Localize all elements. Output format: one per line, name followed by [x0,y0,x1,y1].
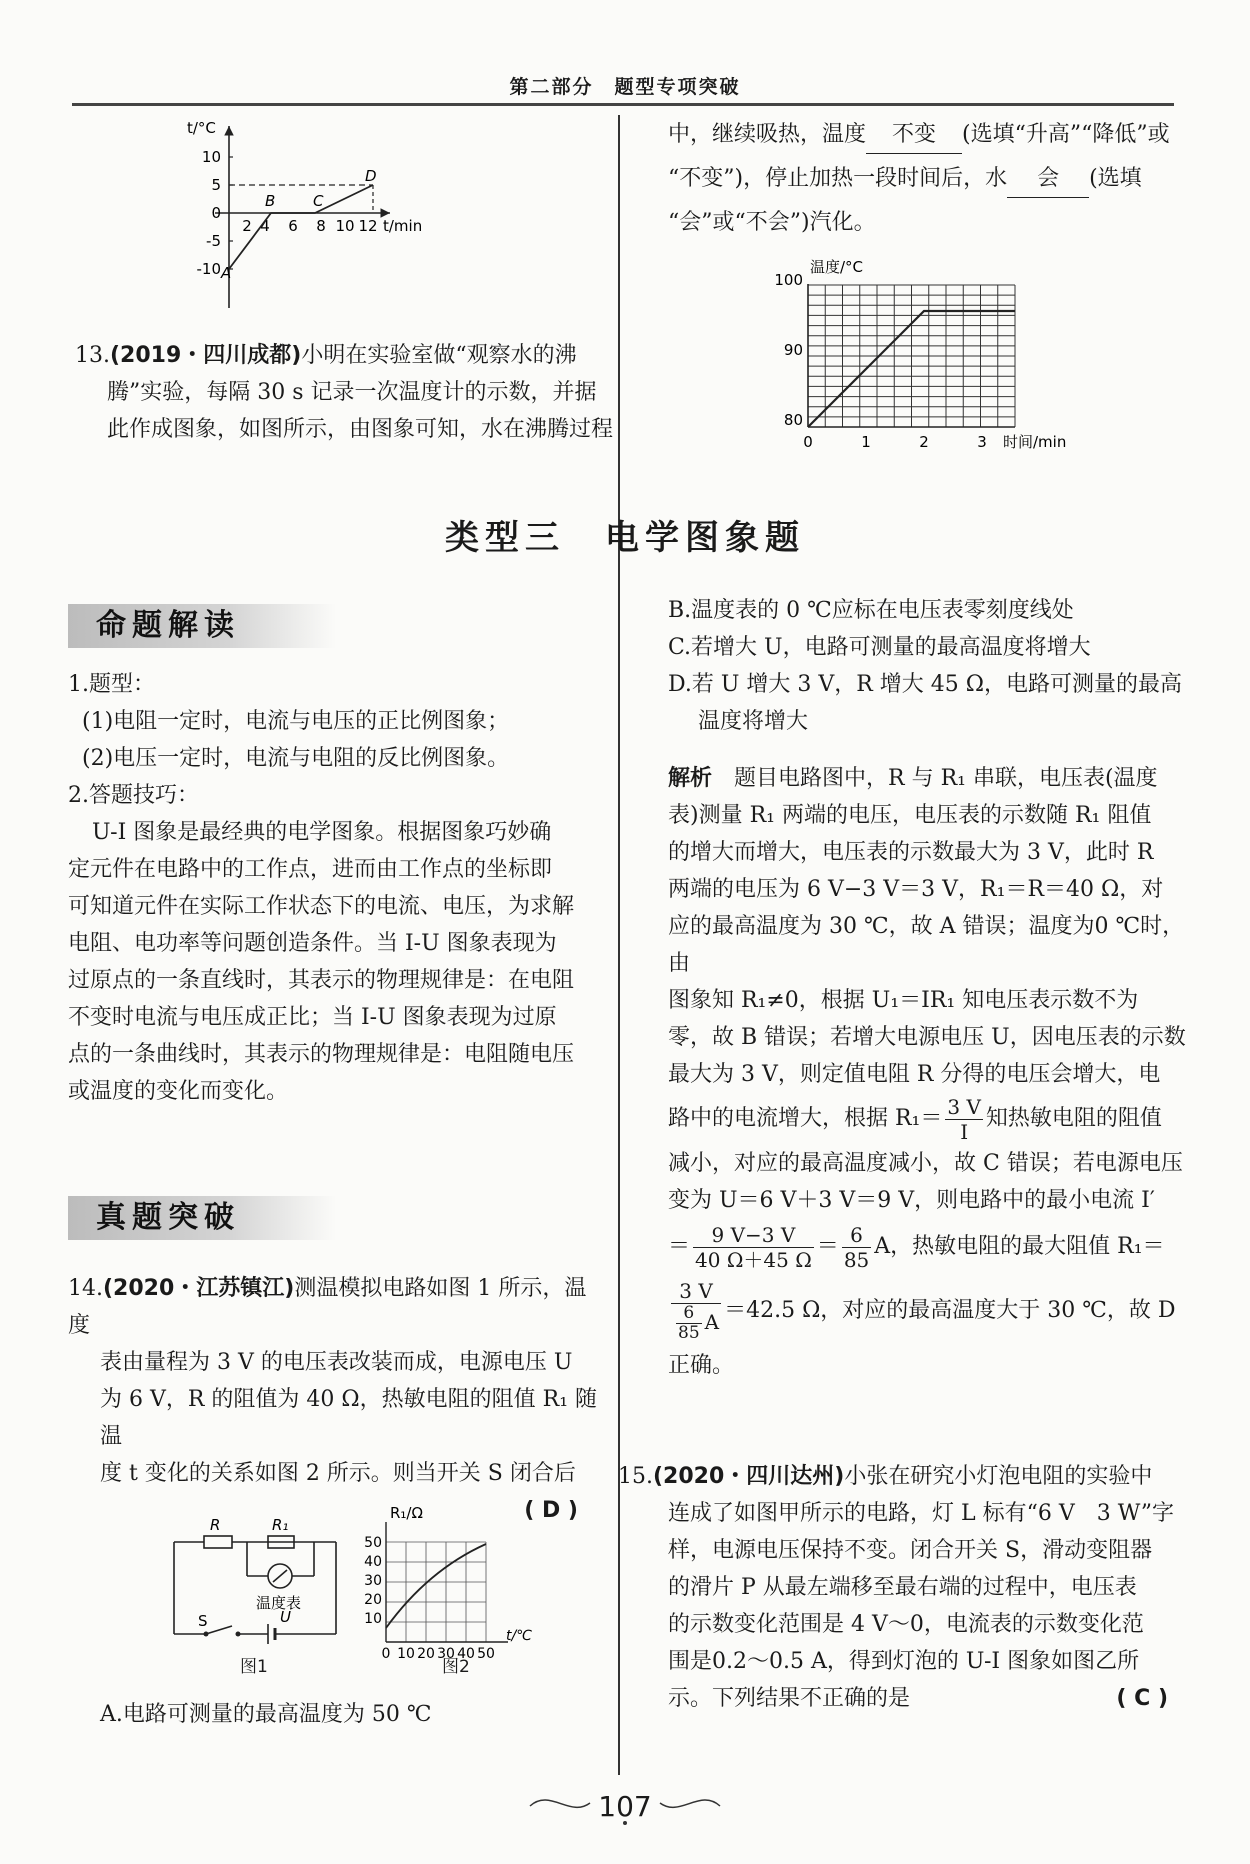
page-number: 107 [598,1790,652,1823]
q13-text: “不变”)，停止加热一段时间后，水 [668,166,1008,191]
graph-temperature-time-2 [775,252,1085,457]
graph-r1-temperature [358,1500,538,1662]
graph2-xtick: 3 [977,433,987,451]
q15-source: (2020・四川达州) [653,1464,845,1489]
interp-line: 定元件在电路中的工作点，进而由工作点的坐标即 [68,857,553,882]
analysis-line: ＝42.5 Ω，对应的最高温度大于 30 ℃，故 D [724,1298,1176,1323]
q13-text: 此作成图象，如图所示，由图象可知，水在沸腾过程 [107,417,614,442]
graph3-ytick: 50 [364,1535,382,1551]
graph1-ylabel: t/°C [187,119,216,137]
graph3-curve [386,1544,486,1628]
graph1-ytick: 10 [201,148,221,166]
graph3-xtick: 10 [397,1646,415,1662]
analysis-line: 变为 U＝6 V＋3 V＝9 V，则电路中的最小电流 I′ [668,1188,1155,1213]
fraction-6-85: $\frac{6}{85}$ [843,1222,870,1272]
interp-line: (2)电压一定时，电流与电阻的反比例图象。 [82,746,510,771]
graph1-point-label: A [221,264,232,282]
graph2-xtick: 0 [803,433,813,451]
question-13-left [75,337,615,448]
fraction-current: $\frac{9 V-3 V}{40 \Omega+45 \Omega}$ [695,1222,812,1272]
interp-line: (1)电阻一定时，电流与电压的正比例图象； [82,709,510,734]
interp-line: 可知道元件在实际工作状态下的电流、电压，为求解 [68,894,575,919]
graph3-ylabel: R₁/Ω [390,1504,423,1522]
q13-text: (选填“升高”“降低”或 [962,122,1170,147]
graph3-xtick: 30 [437,1646,455,1662]
resistor-R [204,1536,232,1548]
graph1-xtick: 6 [288,217,298,235]
q15-text: 样，电源电压保持不变。闭合开关 S，滑动变阻器 [668,1538,1153,1563]
analysis-line: 知热敏电阻的阻值 [985,1106,1162,1131]
graph3-ytick: 20 [364,1592,382,1608]
q15-text: 示。下列结果不正确的是 [668,1686,911,1711]
circuit-label-meter: 温度表 [256,1594,302,1612]
graph1-xtick: 12 [358,217,378,235]
graph2-xtick: 1 [861,433,871,451]
circuit-label-S: S [198,1612,208,1630]
graph2-ytick: 100 [774,271,803,289]
interpretation-body [68,666,608,1110]
q14-text: 为 6 V，R 的阻值为 40 Ω，热敏电阻的阻值 R₁ 随温 [100,1387,598,1449]
analysis-line: 图象知 R₁≠0，根据 U₁＝IR₁ 知电压表示数不为 [668,988,1139,1013]
graph2-xlabel: 时间/min [1003,433,1067,451]
q14-option-b: B.温度表的 0 ℃应标在电压表零刻度线处 [668,598,1074,623]
header-rule [72,103,1174,106]
q14-source: (2020・江苏镇江) [103,1276,295,1301]
figure-1-caption: 图1 [240,1657,268,1677]
q13-source: (2019・四川成都) [110,343,302,368]
q15-answer: ( C ) [1116,1686,1168,1711]
interp-line: 过原点的一条直线时，其表示的物理规律是：在电阻 [68,968,575,993]
graph3-xtick: 50 [477,1646,495,1662]
analysis-line: 减小，对应的最高温度减小，故 C 错误；若电源电压 [668,1151,1183,1176]
graph1-xtick: 4 [260,217,270,235]
q14-text: 度 t 变化的关系如图 2 所示。则当开关 S 闭合后 [100,1461,576,1486]
circuit-label-R1: R₁ [272,1516,289,1534]
graph3-xtick: 0 [381,1646,391,1662]
q14-text: 表由量程为 3 V 的电压表改装而成，电源电压 U [100,1350,573,1375]
graph1-ytick: -5 [206,232,221,250]
analysis-line: ＝ [668,1234,691,1259]
graph3-ytick: 10 [364,1611,382,1627]
graph3-xlabel: t/℃ [506,1628,532,1644]
graph1-xtick: 8 [316,217,326,235]
q14-option-c: C.若增大 U，电路可测量的最高温度将增大 [668,635,1091,660]
graph-temperature-time-1 [185,118,435,318]
graph1-xlabel: t/min [383,217,423,235]
analysis-line: 正确。 [668,1353,735,1378]
graph1-xtick: 10 [335,217,355,235]
analysis-line: 两端的电压为 6 V−3 V＝3 V，R₁＝R＝40 Ω，对 [668,877,1164,902]
circuit-label-U: U [280,1608,291,1626]
graph2-ylabel: 温度/°C [810,258,864,276]
graph1-point-label: D [365,167,377,185]
q15-text: 的示数变化范围是 4 V～0，电流表的示数变化范 [668,1612,1144,1637]
analysis-line: 的增大而增大，电压表的示数最大为 3 V，此时 R [668,840,1154,865]
q14-text: 测温模拟电路如图 1 所示，温度 [68,1276,587,1338]
q13-text: 中，继续吸热，温度 [668,122,867,147]
analysis [668,760,1188,1384]
analysis-line: 应的最高温度为 30 ℃，故 A 错误；温度为0 ℃时，由 [668,914,1185,976]
graph1-point-label: B [265,192,276,210]
q14-options-right [668,592,1188,740]
analysis-line: 最大为 3 V，则定值电阻 R 分得的电压会增大，电 [668,1062,1161,1087]
graph3-xtick: 40 [457,1646,475,1662]
q13-text: “会”或“不会”)汽化。 [668,210,876,235]
interp-line: 电阻、电功率等问题创造条件。当 I-U 图象表现为 [68,931,557,956]
graph2-ytick: 90 [783,341,803,359]
graph1-ytick: -10 [196,260,221,278]
answer-blank-2: 会 [1007,160,1089,198]
q15-text: 小张在研究小灯泡电阻的实验中 [844,1464,1153,1489]
fraction-resistance: 3 V $\frac{6}{85}$ A [671,1279,721,1343]
analysis-line: ＝ [816,1234,839,1259]
graph1-ytick: 0 [211,204,221,222]
graph2-grid [808,285,1015,427]
analysis-line: 表)测量 R₁ 两端的电压，电压表的示数随 R₁ 阻值 [668,803,1152,828]
q14-option-d: D.若 U 增大 3 V，R 增大 45 Ω，电路可测量的最高 [668,672,1183,697]
q13-number: 13. [75,343,110,368]
question-15 [618,1458,1188,1717]
circuit-label-R: R [210,1516,221,1534]
q14-number: 14. [68,1276,103,1301]
banner-real-questions: 真题突破 [68,1196,336,1240]
graph2-ytick: 80 [783,411,803,429]
q14-answer: ( D ) [524,1498,578,1523]
circuit-diagram [168,1508,348,1648]
q15-number: 15. [618,1464,653,1489]
analysis-line: 零，故 B 错误；若增大电源电压 U，因电压表的示数 [668,1025,1186,1050]
figure-2-caption: 图2 [442,1657,470,1677]
question-13-right [668,116,1188,241]
graph1-xtick: 2 [242,217,252,235]
interp-line: 或温度的变化而变化。 [68,1079,289,1104]
analysis-line: 路中的电流增大，根据 R₁＝ [668,1106,943,1131]
q14-option-d: 温度将增大 [698,709,809,734]
q14-option-a: A.电路可测量的最高温度为 50 ℃ [100,1702,432,1727]
graph3-xtick: 20 [417,1646,435,1662]
interp-line: 1.题型： [68,672,155,697]
q15-text: 的滑片 P 从最左端移至最右端的过程中，电压表 [668,1575,1137,1600]
analysis-line: 题目电路图中，R 与 R₁ 串联，电压表(温度 [734,766,1158,791]
graph3-ytick: 30 [364,1573,382,1589]
q13-text: (选填 [1089,166,1142,191]
analysis-label: 解析 [668,766,713,791]
section-title: 类型三 电学图象题 [445,518,805,558]
analysis-line: A，热敏电阻的最大阻值 R₁＝ [874,1234,1165,1259]
interp-line: 点的一条曲线时，其表示的物理规律是：电阻随电压 [68,1042,575,1067]
q15-text: 围是0.2～0.5 A，得到灯泡的 U-I 图象如图乙所 [668,1649,1140,1674]
graph1-ytick: 5 [211,176,221,194]
interp-line: 不变时电流与电压成正比；当 I-U 图象表现为过原 [68,1005,557,1030]
graph1-point-label: C [313,192,324,210]
graph3-grid [386,1542,486,1642]
graph2-xtick: 2 [919,433,929,451]
graph3-ytick: 40 [364,1554,382,1570]
answer-blank-1: 不变 [866,116,962,154]
q13-text: 小明在实验室做“观察水的沸 [301,343,577,368]
banner-interpretation: 命题解读 [68,604,336,648]
fraction-3v-over-i: $\frac{3 V}{I}$ [947,1094,981,1144]
q15-text: 连成了如图甲所示的电路，灯 L 标有“6 V 3 W”字 [668,1501,1174,1526]
interp-line: U-I 图象是最经典的电学图象。根据图象巧妙确 [92,820,552,845]
q13-text: 腾”实验，每隔 30 s 记录一次温度计的示数，并据 [107,380,597,405]
running-header: 第二部分 题型专项突破 [509,76,741,98]
interp-line: 2.答题技巧： [68,783,199,808]
question-14 [68,1270,608,1529]
